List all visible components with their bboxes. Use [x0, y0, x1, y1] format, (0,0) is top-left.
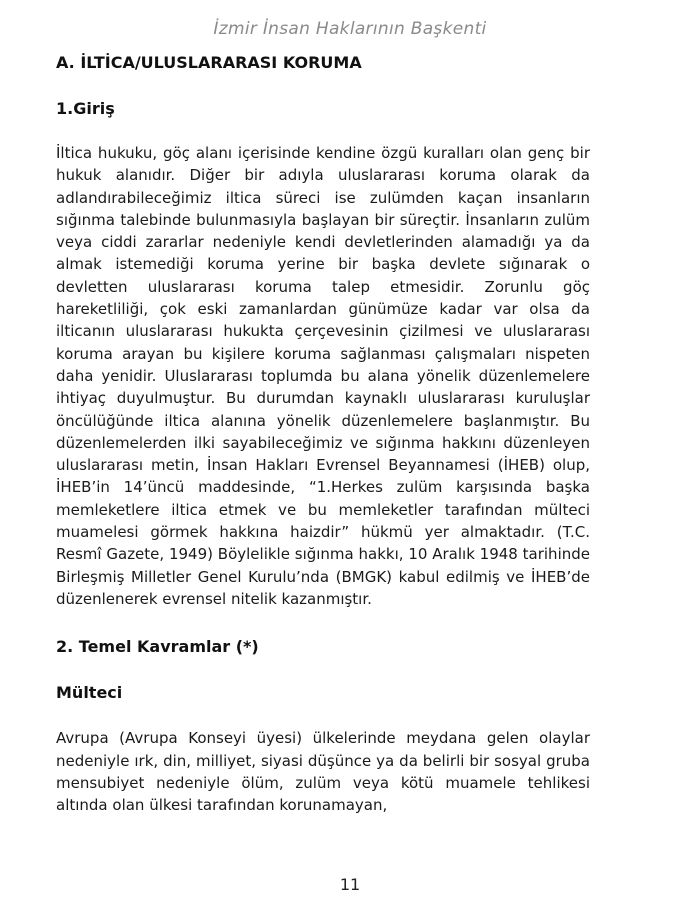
section-heading: A. İLTİCA/ULUSLARARASI KORUMA	[56, 53, 362, 72]
page-body	[56, 50, 590, 816]
term-heading-refugee: Mülteci	[56, 683, 123, 703]
refugee-paragraph: Avrupa (Avrupa Konseyi üyesi) ülkelerinde meydana gelen olaylar nedeniyle ırk, din, milliyet, siyasi düşünce ya da belirli bir sosyal gruba mensubiyet nedeniyle ölüm, zulüm veya kötü muamele tehlikesi altında olan ülkesi tarafından korunamayan,	[56, 729, 590, 815]
subsection-heading-concepts: 2. Temel Kavramlar (*)	[56, 637, 259, 657]
intro-paragraph: İltica hukuku, göç alanı içerisinde kendine özgü kuralları olan genç bir hukuk alanıdır. Diğer bir adıyla uluslararası koruma olarak da adlandırabileceğimiz iltica süreci ise zulümden kaçan insanların sığınma talebinde bulunmasıyla başlayan bir süreçtir. İnsanların zulüm veya ciddi zararlar nedeniyle kendi devletlerinden alamadığı ya da almak istemediği koruma yerine bir başka devlete sığınarak o devletten uluslararası koruma talep etmesidir. Zorunlu göç hareketliliği, çok eski zamanlardan günümüze kadar var olsa da ilticanın uluslararası hukukta çerçevesinin çizilmesi ve uluslararası koruma arayan bu kişilere koruma sağlanması çalışmaları nispeten daha yenidir. Uluslararası toplumda bu alana yönelik düzenlemelere ihtiyaç duyulmuştur. Bu durumdan kaynaklı uluslararası kuruluşlar öncülüğünde iltica alanına yönelik düzenlemelere başlanmıştır. Bu düzenlemelerden ilki sayabileceğimiz ve sığınma hakkını düzenleyen uluslararası metin, İnsan Hakları Evrensel Beyannamesi (İHEB) olup, İHEB’in 14’üncü maddesinde, “1.Herkes zulüm karşısında başka memleketlere iltica etmek ve bu memleketler tarafından mülteci muamelesi görmek hakkına haizdir” hükmü yer almaktadır. (T.C. Resmî Gazete, 1949) Böylelikle sığınma hakkı, 10 Aralık 1948 tarihinde Birleşmiş Milletler Genel Kurulu’nda (BMGK) kabul edilmiş ve İHEB’de düzenlenerek evrensel nitelik kazanmıştır.	[56, 144, 590, 608]
subsection-heading-intro: 1.Giriş	[56, 99, 115, 118]
page-number: 11	[339, 875, 361, 894]
running-header-title: İzmir İnsan Haklarının Başkenti	[213, 19, 487, 39]
